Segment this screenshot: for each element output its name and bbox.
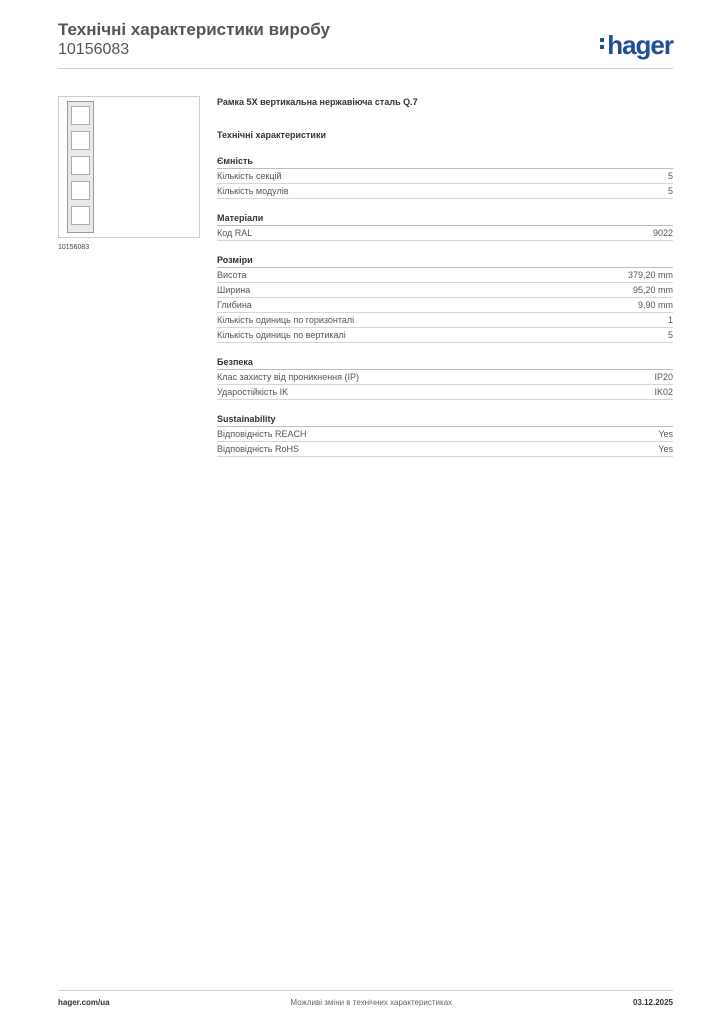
footer-note: Можливі зміни в технічних характеристиках <box>290 998 453 1007</box>
footer-date: 03.12.2025 <box>632 998 673 1007</box>
footer-divider <box>58 990 673 991</box>
frame-cell <box>71 181 90 200</box>
frame-cell <box>71 106 90 125</box>
page-title: Технічні характеристики виробу <box>58 20 330 39</box>
spec-value: 9,90 mm <box>637 300 673 310</box>
group-title: Ємність <box>217 155 673 169</box>
spec-label: Кількість одиниць по вертикалі <box>217 330 346 340</box>
spec-value: 5 <box>667 171 673 181</box>
spec-row <box>217 427 673 442</box>
spec-value: 379,20 mm <box>627 270 673 280</box>
product-image <box>58 96 200 238</box>
product-code: 10156083 <box>58 41 130 58</box>
group-title: Матеріали <box>217 212 673 226</box>
spec-label: Кількість секцій <box>217 171 282 181</box>
group-title: Безпека <box>217 356 673 370</box>
spec-row <box>217 226 673 241</box>
spec-label: Глибина <box>217 300 252 310</box>
spec-value: IK02 <box>654 387 673 397</box>
spec-value: IP20 <box>654 372 673 382</box>
frame-cell <box>71 131 90 150</box>
frame-cell <box>71 156 90 175</box>
spec-row <box>217 328 673 343</box>
spec-groups <box>217 155 673 457</box>
footer-site-link[interactable]: hager.com/ua <box>58 998 110 1007</box>
logo-text: hager <box>607 30 673 60</box>
spec-label: Кількість одиниць по горизонталі <box>217 315 355 325</box>
spec-value: 5 <box>667 186 673 196</box>
page-header <box>58 20 673 60</box>
spec-row <box>217 442 673 457</box>
spec-label: Ударостійкість IK <box>217 387 289 397</box>
spec-row <box>217 268 673 283</box>
image-caption: 10156083 <box>58 244 90 251</box>
spec-row <box>217 370 673 385</box>
spec-content <box>217 96 673 457</box>
group-title: Розміри <box>217 254 673 268</box>
spec-label: Відповідність RoHS <box>217 444 299 454</box>
spec-value: 9022 <box>652 228 673 238</box>
spec-row <box>217 283 673 298</box>
group-title: Sustainability <box>217 413 673 427</box>
spec-label: Висота <box>217 270 247 280</box>
spec-row <box>217 169 673 184</box>
spec-row <box>217 385 673 400</box>
header-divider <box>58 68 673 69</box>
spec-value: 1 <box>667 315 673 325</box>
spec-row <box>217 313 673 328</box>
product-name: Рамка 5X вертикальна нержавіюча сталь Q.7 <box>217 97 418 107</box>
spec-value: 95,20 mm <box>632 285 673 295</box>
spec-row <box>217 184 673 199</box>
section-title: Технічні характеристики <box>217 130 326 140</box>
spec-label: Код RAL <box>217 228 253 238</box>
spec-label: Кількість модулів <box>217 186 289 196</box>
frame-cell <box>71 206 90 225</box>
hager-logo[interactable] <box>600 30 673 61</box>
spec-label: Відповідність REACH <box>217 429 307 439</box>
logo-dots-icon <box>600 35 605 52</box>
spec-label: Ширина <box>217 285 251 295</box>
spec-label: Клас захисту від проникнення (IP) <box>217 372 360 382</box>
spec-value: Yes <box>658 429 673 439</box>
spec-value: Yes <box>658 444 673 454</box>
page-footer <box>58 998 673 1007</box>
spec-value: 5 <box>667 330 673 340</box>
frame-5x-vertical-icon <box>67 101 94 233</box>
spec-row <box>217 298 673 313</box>
